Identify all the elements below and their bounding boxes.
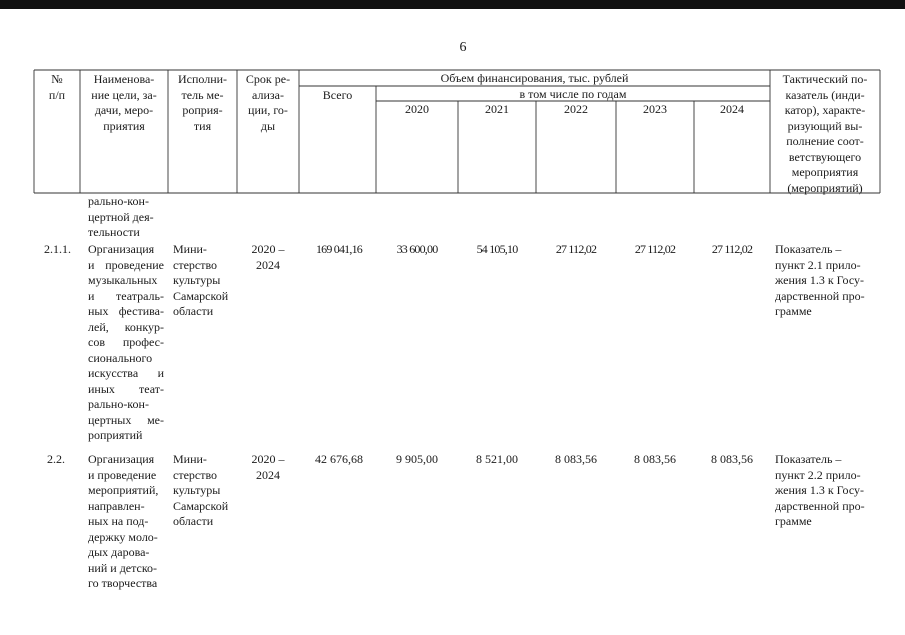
header-year-2021: 2021 xyxy=(485,102,509,116)
row-value-2021: 54 105,10 xyxy=(476,242,518,256)
header-year-2024: 2024 xyxy=(720,102,744,116)
header-funding: Объем финансирования, тыс. рублей xyxy=(440,71,629,85)
row-total: 42 676,68 xyxy=(315,452,363,466)
row-value-2022: 8 083,56 xyxy=(555,452,597,466)
header-total: Всего xyxy=(322,87,353,102)
row-value-2021: 8 521,00 xyxy=(476,452,518,466)
page-number: 6 xyxy=(459,40,467,55)
header-year-2023: 2023 xyxy=(643,102,667,116)
row-value-2022: 27 112,02 xyxy=(555,242,597,256)
row-value-2024: 8 083,56 xyxy=(711,452,753,466)
row-value-2020: 9 905,00 xyxy=(396,452,438,466)
row-value-2020: 33 600,00 xyxy=(396,242,438,256)
row-number: 2.2. xyxy=(47,452,65,466)
row-value-2024: 27 112,02 xyxy=(711,242,753,256)
row-value-2023: 8 083,56 xyxy=(634,452,676,466)
row-total: 169 041,16 xyxy=(315,242,362,256)
header-year-2022: 2022 xyxy=(564,102,588,116)
row-number: 2.1.1. xyxy=(44,242,71,256)
header-by-years: в том числе по годам xyxy=(519,86,627,101)
header-year-2020: 2020 xyxy=(405,102,429,116)
row-value-2023: 27 112,02 xyxy=(634,242,676,256)
